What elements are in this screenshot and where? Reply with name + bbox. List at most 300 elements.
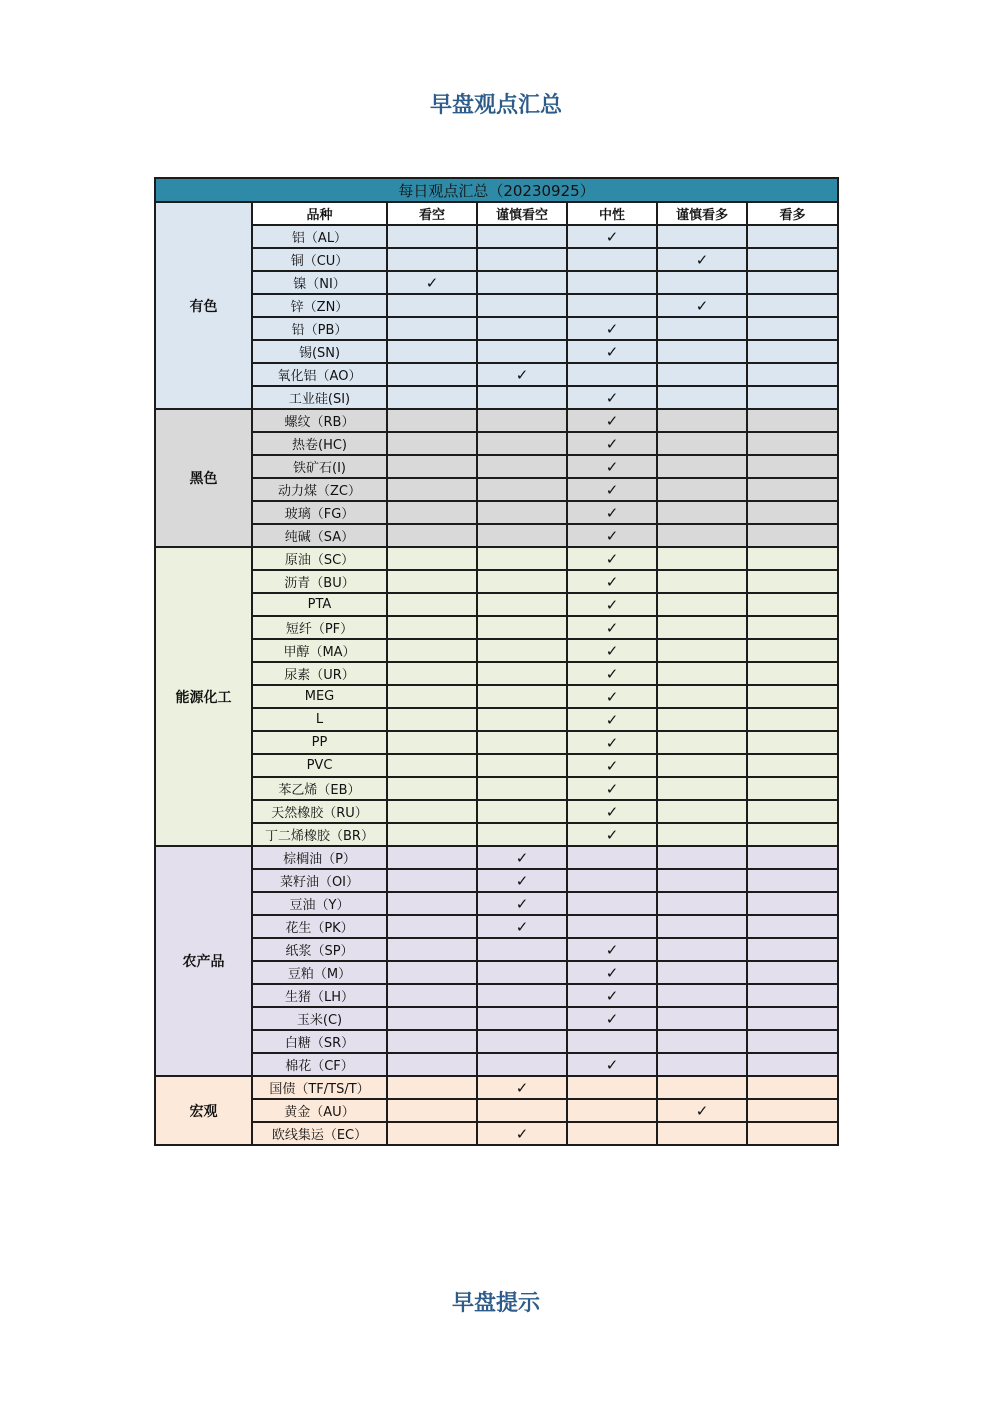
view-cell bbox=[747, 892, 838, 915]
category-cell: 宏观 bbox=[155, 1076, 252, 1145]
table-row bbox=[155, 248, 838, 271]
check-mark-icon: ✓ bbox=[515, 871, 529, 890]
variety-name-cell: 铝（AL） bbox=[252, 225, 387, 248]
view-cell bbox=[477, 731, 567, 754]
view-cell bbox=[567, 1122, 657, 1145]
view-cell bbox=[747, 639, 838, 662]
column-header: 中性 bbox=[567, 202, 657, 225]
view-cell bbox=[747, 271, 838, 294]
view-cell bbox=[657, 639, 747, 662]
check-mark-icon: ✓ bbox=[605, 687, 619, 706]
category-cell: 有色 bbox=[155, 202, 252, 409]
variety-name-cell: PTA bbox=[252, 593, 387, 616]
view-cell bbox=[477, 363, 567, 386]
view-cell bbox=[747, 1099, 838, 1122]
view-cell bbox=[567, 662, 657, 685]
check-mark-icon: ✓ bbox=[515, 1124, 529, 1143]
view-cell bbox=[747, 1053, 838, 1076]
view-cell bbox=[657, 593, 747, 616]
view-cell bbox=[747, 455, 838, 478]
view-cell bbox=[657, 547, 747, 570]
variety-name-cell: PVC bbox=[252, 754, 387, 777]
view-cell bbox=[747, 294, 838, 317]
view-cell bbox=[747, 363, 838, 386]
view-cell bbox=[747, 616, 838, 639]
variety-name-cell: 沥青（BU） bbox=[252, 570, 387, 593]
view-cell bbox=[567, 616, 657, 639]
table-row bbox=[155, 340, 838, 363]
view-cell bbox=[747, 547, 838, 570]
view-cell bbox=[747, 961, 838, 984]
view-cell bbox=[477, 340, 567, 363]
view-cell bbox=[567, 938, 657, 961]
view-cell bbox=[567, 455, 657, 478]
check-mark-icon: ✓ bbox=[515, 1078, 529, 1097]
view-cell bbox=[657, 961, 747, 984]
check-mark-icon: ✓ bbox=[605, 526, 619, 545]
check-mark-icon: ✓ bbox=[605, 503, 619, 522]
view-cell bbox=[657, 685, 747, 708]
view-cell bbox=[567, 363, 657, 386]
view-cell bbox=[387, 639, 477, 662]
view-cell bbox=[387, 409, 477, 432]
view-cell bbox=[747, 248, 838, 271]
check-mark-icon: ✓ bbox=[605, 227, 619, 246]
view-cell bbox=[657, 1007, 747, 1030]
check-mark-icon: ✓ bbox=[605, 825, 619, 844]
view-cell bbox=[657, 478, 747, 501]
check-mark-icon: ✓ bbox=[425, 273, 439, 292]
view-cell bbox=[657, 501, 747, 524]
view-cell bbox=[477, 570, 567, 593]
view-cell bbox=[657, 846, 747, 869]
view-cell bbox=[567, 869, 657, 892]
view-cell bbox=[747, 708, 838, 731]
view-cell bbox=[657, 386, 747, 409]
view-cell bbox=[657, 754, 747, 777]
table-row bbox=[155, 570, 838, 593]
view-cell bbox=[567, 800, 657, 823]
view-cell bbox=[657, 340, 747, 363]
section-heading: 早盘提示 bbox=[451, 1291, 540, 1316]
table-row bbox=[155, 547, 838, 570]
table-row bbox=[155, 616, 838, 639]
view-cell bbox=[747, 662, 838, 685]
check-mark-icon: ✓ bbox=[605, 802, 619, 821]
variety-name-cell: 国债（TF/TS/T） bbox=[252, 1076, 387, 1099]
view-cell bbox=[477, 1030, 567, 1053]
check-mark-icon: ✓ bbox=[605, 480, 619, 499]
variety-name-cell: 短纤（PF） bbox=[252, 616, 387, 639]
view-cell bbox=[657, 1030, 747, 1053]
view-cell bbox=[387, 593, 477, 616]
view-cell bbox=[387, 754, 477, 777]
table-row bbox=[155, 754, 838, 777]
view-cell bbox=[387, 248, 477, 271]
variety-name-cell: PP bbox=[252, 731, 387, 754]
view-cell bbox=[747, 1122, 838, 1145]
table-row bbox=[155, 225, 838, 248]
view-cell bbox=[747, 225, 838, 248]
view-cell bbox=[387, 823, 477, 846]
table-row bbox=[155, 294, 838, 317]
view-cell bbox=[477, 294, 567, 317]
check-mark-icon: ✓ bbox=[605, 388, 619, 407]
table-row bbox=[155, 363, 838, 386]
view-cell bbox=[387, 984, 477, 1007]
table-row bbox=[155, 386, 838, 409]
table-row bbox=[155, 823, 838, 846]
variety-name-cell: 天然橡胶（RU） bbox=[252, 800, 387, 823]
view-cell bbox=[387, 915, 477, 938]
variety-name-cell: 锡(SN) bbox=[252, 340, 387, 363]
variety-name-cell: 玻璃（FG） bbox=[252, 501, 387, 524]
table-row bbox=[155, 1053, 838, 1076]
check-mark-icon: ✓ bbox=[515, 365, 529, 384]
variety-name-cell: 纯碱（SA） bbox=[252, 524, 387, 547]
table-row bbox=[155, 639, 838, 662]
view-cell bbox=[747, 685, 838, 708]
view-cell bbox=[657, 708, 747, 731]
view-cell bbox=[477, 317, 567, 340]
variety-name-cell: 丁二烯橡胶（BR） bbox=[252, 823, 387, 846]
view-cell bbox=[747, 1076, 838, 1099]
view-cell bbox=[657, 984, 747, 1007]
table-row bbox=[155, 938, 838, 961]
table-row bbox=[155, 1099, 838, 1122]
view-cell bbox=[477, 685, 567, 708]
check-mark-icon: ✓ bbox=[605, 572, 619, 591]
view-cell bbox=[657, 432, 747, 455]
view-cell bbox=[747, 524, 838, 547]
view-cell bbox=[567, 708, 657, 731]
view-cell bbox=[747, 478, 838, 501]
view-cell bbox=[477, 432, 567, 455]
view-cell bbox=[477, 524, 567, 547]
table-body bbox=[155, 202, 838, 1145]
view-cell bbox=[477, 846, 567, 869]
view-cell bbox=[387, 1053, 477, 1076]
view-cell bbox=[567, 294, 657, 317]
table-row bbox=[155, 1007, 838, 1030]
check-mark-icon: ✓ bbox=[605, 733, 619, 752]
view-cell bbox=[477, 248, 567, 271]
check-mark-icon: ✓ bbox=[605, 940, 619, 959]
view-cell bbox=[747, 846, 838, 869]
view-cell bbox=[567, 915, 657, 938]
column-header: 看多 bbox=[747, 202, 838, 225]
check-mark-icon: ✓ bbox=[605, 549, 619, 568]
variety-name-cell: 豆油（Y） bbox=[252, 892, 387, 915]
view-cell bbox=[567, 984, 657, 1007]
view-cell bbox=[747, 386, 838, 409]
view-cell bbox=[567, 846, 657, 869]
variety-name-cell: 氧化铝（AO） bbox=[252, 363, 387, 386]
variety-name-cell: 尿素（UR） bbox=[252, 662, 387, 685]
variety-name-cell: 热卷(HC) bbox=[252, 432, 387, 455]
table-row bbox=[155, 409, 838, 432]
check-mark-icon: ✓ bbox=[605, 986, 619, 1005]
column-header: 谨慎看多 bbox=[657, 202, 747, 225]
view-cell bbox=[387, 1099, 477, 1122]
variety-name-cell: 螺纹（RB） bbox=[252, 409, 387, 432]
check-mark-icon: ✓ bbox=[605, 756, 619, 775]
view-cell bbox=[657, 455, 747, 478]
view-cell bbox=[567, 731, 657, 754]
check-mark-icon: ✓ bbox=[695, 1101, 709, 1120]
view-cell bbox=[567, 685, 657, 708]
view-cell bbox=[387, 225, 477, 248]
view-cell bbox=[387, 1030, 477, 1053]
view-cell bbox=[567, 1099, 657, 1122]
check-mark-icon: ✓ bbox=[605, 779, 619, 798]
view-cell bbox=[747, 432, 838, 455]
view-cell bbox=[477, 915, 567, 938]
table-row bbox=[155, 869, 838, 892]
view-cell bbox=[567, 225, 657, 248]
view-cell bbox=[567, 478, 657, 501]
view-cell bbox=[657, 570, 747, 593]
table-row bbox=[155, 984, 838, 1007]
table-row bbox=[155, 662, 838, 685]
table-row bbox=[155, 777, 838, 800]
view-cell bbox=[387, 547, 477, 570]
view-cell bbox=[387, 363, 477, 386]
view-cell bbox=[387, 846, 477, 869]
view-cell bbox=[477, 869, 567, 892]
variety-name-cell: 苯乙烯（EB） bbox=[252, 777, 387, 800]
view-cell bbox=[477, 547, 567, 570]
view-cell bbox=[567, 754, 657, 777]
view-cell bbox=[387, 777, 477, 800]
variety-name-cell: 菜籽油（OI） bbox=[252, 869, 387, 892]
view-cell bbox=[657, 892, 747, 915]
view-cell bbox=[387, 294, 477, 317]
view-cell bbox=[387, 708, 477, 731]
view-cell bbox=[477, 892, 567, 915]
view-cell bbox=[657, 225, 747, 248]
view-cell bbox=[567, 248, 657, 271]
view-cell bbox=[387, 1076, 477, 1099]
view-cell bbox=[387, 800, 477, 823]
view-cell bbox=[477, 984, 567, 1007]
view-cell bbox=[747, 570, 838, 593]
variety-name-cell: 铜（CU） bbox=[252, 248, 387, 271]
view-cell bbox=[657, 317, 747, 340]
view-cell bbox=[477, 1099, 567, 1122]
table-row bbox=[155, 1030, 838, 1053]
variety-name-cell: L bbox=[252, 708, 387, 731]
view-cell bbox=[567, 340, 657, 363]
view-cell bbox=[477, 478, 567, 501]
view-cell bbox=[657, 869, 747, 892]
view-cell bbox=[567, 1076, 657, 1099]
variety-name-cell: 铁矿石(I) bbox=[252, 455, 387, 478]
table-row bbox=[155, 432, 838, 455]
variety-name-cell: 工业硅(SI) bbox=[252, 386, 387, 409]
table-row bbox=[155, 915, 838, 938]
view-cell bbox=[747, 915, 838, 938]
view-cell bbox=[567, 524, 657, 547]
view-cell bbox=[567, 547, 657, 570]
variety-name-cell: 纸浆（SP） bbox=[252, 938, 387, 961]
view-cell bbox=[477, 800, 567, 823]
view-cell bbox=[567, 777, 657, 800]
view-cell bbox=[387, 478, 477, 501]
variety-name-cell: 玉米(C) bbox=[252, 1007, 387, 1030]
view-cell bbox=[477, 662, 567, 685]
check-mark-icon: ✓ bbox=[605, 963, 619, 982]
view-cell bbox=[567, 1007, 657, 1030]
view-cell bbox=[477, 961, 567, 984]
table-row bbox=[155, 708, 838, 731]
view-cell bbox=[657, 248, 747, 271]
variety-name-cell: 棕榈油（P） bbox=[252, 846, 387, 869]
column-header: 品种 bbox=[252, 202, 387, 225]
table-row bbox=[155, 593, 838, 616]
view-cell bbox=[387, 340, 477, 363]
view-cell bbox=[477, 1122, 567, 1145]
table-row bbox=[155, 961, 838, 984]
view-cell bbox=[747, 823, 838, 846]
table-row bbox=[155, 892, 838, 915]
view-cell bbox=[747, 340, 838, 363]
check-mark-icon: ✓ bbox=[515, 894, 529, 913]
check-mark-icon: ✓ bbox=[605, 319, 619, 338]
view-cell bbox=[567, 1053, 657, 1076]
table-row bbox=[155, 271, 838, 294]
table-row bbox=[155, 317, 838, 340]
view-cell bbox=[387, 455, 477, 478]
view-cell bbox=[567, 892, 657, 915]
view-cell bbox=[387, 386, 477, 409]
view-cell bbox=[747, 938, 838, 961]
table-row bbox=[155, 846, 838, 869]
view-cell bbox=[387, 685, 477, 708]
table-row bbox=[155, 501, 838, 524]
check-mark-icon: ✓ bbox=[605, 1055, 619, 1074]
variety-name-cell: 铅（PB） bbox=[252, 317, 387, 340]
check-mark-icon: ✓ bbox=[605, 664, 619, 683]
view-cell bbox=[567, 1030, 657, 1053]
check-mark-icon: ✓ bbox=[605, 595, 619, 614]
view-cell bbox=[567, 409, 657, 432]
view-cell bbox=[477, 501, 567, 524]
check-mark-icon: ✓ bbox=[695, 296, 709, 315]
view-cell bbox=[747, 984, 838, 1007]
view-cell bbox=[387, 271, 477, 294]
view-cell bbox=[477, 616, 567, 639]
variety-name-cell: 花生（PK） bbox=[252, 915, 387, 938]
view-cell bbox=[657, 800, 747, 823]
view-cell bbox=[387, 317, 477, 340]
variety-name-cell: 原油（SC） bbox=[252, 547, 387, 570]
view-cell bbox=[657, 823, 747, 846]
table-row bbox=[155, 1076, 838, 1099]
view-cell bbox=[567, 823, 657, 846]
variety-name-cell: 豆粕（M） bbox=[252, 961, 387, 984]
view-cell bbox=[477, 1053, 567, 1076]
view-cell bbox=[567, 593, 657, 616]
view-cell bbox=[657, 524, 747, 547]
view-cell bbox=[747, 869, 838, 892]
view-cell bbox=[657, 363, 747, 386]
view-cell bbox=[387, 892, 477, 915]
variety-name-cell: 欧线集运（EC） bbox=[252, 1122, 387, 1145]
view-cell bbox=[657, 271, 747, 294]
table-row bbox=[155, 800, 838, 823]
check-mark-icon: ✓ bbox=[605, 457, 619, 476]
view-cell bbox=[477, 409, 567, 432]
variety-name-cell: 黄金（AU） bbox=[252, 1099, 387, 1122]
view-cell bbox=[477, 754, 567, 777]
variety-name-cell: 生猪（LH） bbox=[252, 984, 387, 1007]
view-cell bbox=[387, 731, 477, 754]
view-cell bbox=[567, 271, 657, 294]
view-cell bbox=[657, 731, 747, 754]
view-cell bbox=[387, 432, 477, 455]
view-cell bbox=[387, 616, 477, 639]
view-cell bbox=[747, 800, 838, 823]
variety-name-cell: 锌（ZN） bbox=[252, 294, 387, 317]
check-mark-icon: ✓ bbox=[605, 710, 619, 729]
view-cell bbox=[477, 823, 567, 846]
variety-name-cell: 白糖（SR） bbox=[252, 1030, 387, 1053]
view-cell bbox=[567, 570, 657, 593]
view-cell bbox=[387, 662, 477, 685]
table-row bbox=[155, 478, 838, 501]
variety-name-cell: MEG bbox=[252, 685, 387, 708]
view-cell bbox=[747, 409, 838, 432]
view-cell bbox=[567, 961, 657, 984]
view-cell bbox=[477, 386, 567, 409]
view-cell bbox=[477, 777, 567, 800]
check-mark-icon: ✓ bbox=[605, 434, 619, 453]
view-cell bbox=[747, 754, 838, 777]
variety-name-cell: 棉花（CF） bbox=[252, 1053, 387, 1076]
view-cell bbox=[477, 593, 567, 616]
view-cell bbox=[747, 1030, 838, 1053]
check-mark-icon: ✓ bbox=[515, 848, 529, 867]
view-cell bbox=[567, 317, 657, 340]
check-mark-icon: ✓ bbox=[515, 917, 529, 936]
view-cell bbox=[657, 1053, 747, 1076]
view-cell bbox=[747, 731, 838, 754]
view-cell bbox=[657, 915, 747, 938]
table-title: 每日观点汇总（20230925） bbox=[155, 178, 838, 202]
view-cell bbox=[477, 708, 567, 731]
view-cell bbox=[747, 1007, 838, 1030]
view-cell bbox=[657, 294, 747, 317]
view-cell bbox=[747, 317, 838, 340]
view-cell bbox=[747, 777, 838, 800]
page-title: 早盘观点汇总 bbox=[429, 93, 562, 118]
view-cell bbox=[387, 869, 477, 892]
view-cell bbox=[387, 1007, 477, 1030]
variety-name-cell: 镍（NI） bbox=[252, 271, 387, 294]
check-mark-icon: ✓ bbox=[695, 250, 709, 269]
table-row bbox=[155, 731, 838, 754]
header-row bbox=[155, 202, 838, 225]
view-cell bbox=[657, 938, 747, 961]
view-cell bbox=[657, 409, 747, 432]
variety-name-cell: 动力煤（ZC） bbox=[252, 478, 387, 501]
category-cell: 能源化工 bbox=[155, 547, 252, 846]
view-cell bbox=[387, 938, 477, 961]
view-cell bbox=[387, 501, 477, 524]
view-cell bbox=[567, 639, 657, 662]
table-row bbox=[155, 524, 838, 547]
